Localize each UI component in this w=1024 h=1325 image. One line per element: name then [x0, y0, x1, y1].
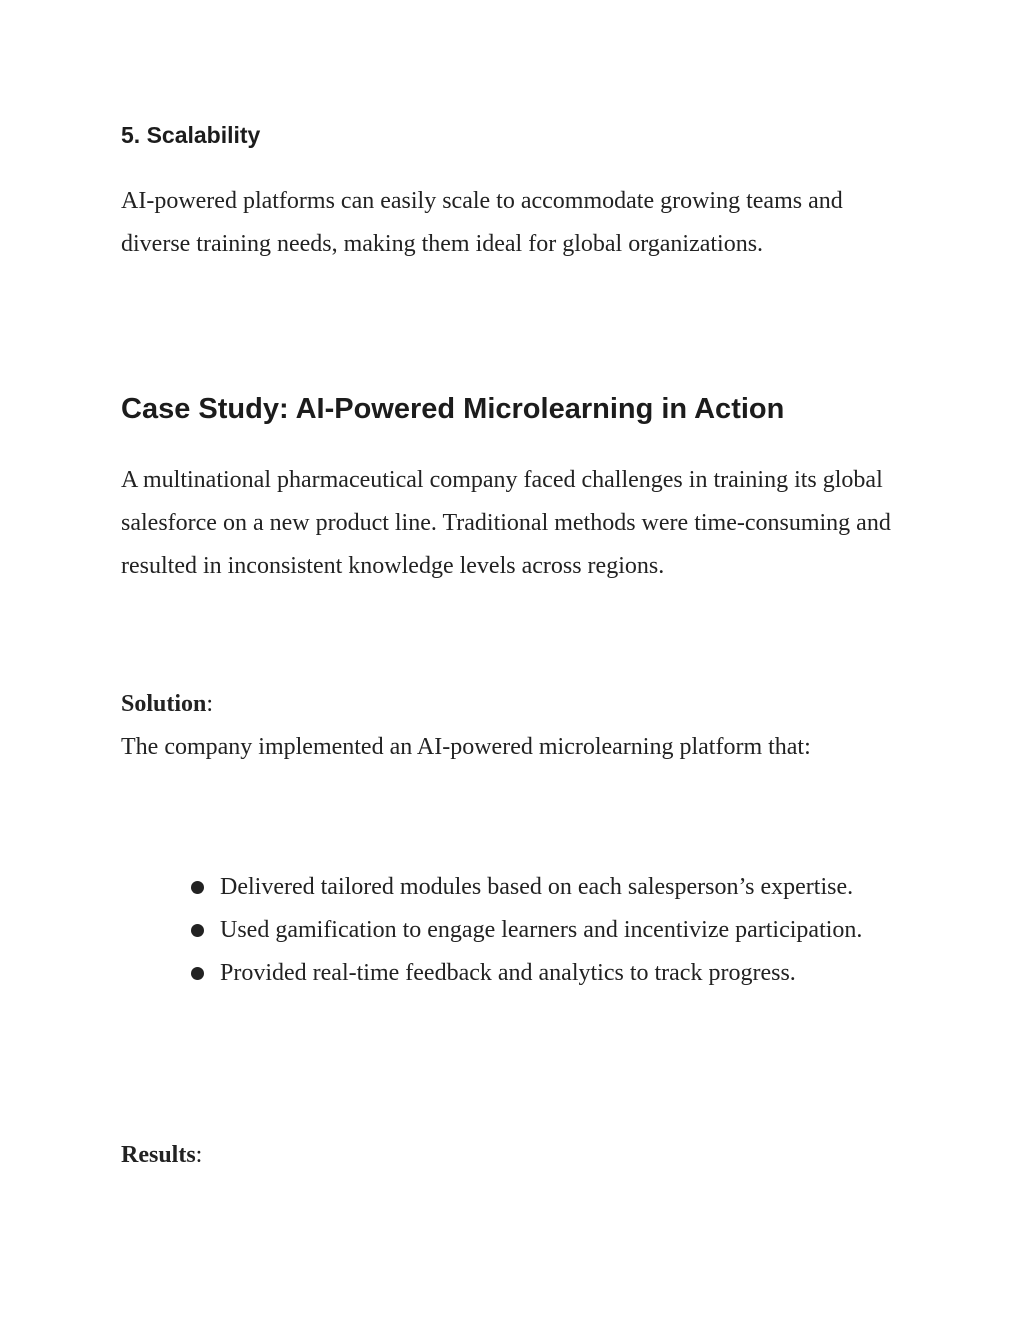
solution-text: The company implemented an AI-powered microlearning platform that: [121, 734, 811, 760]
case-study-title: Case Study: AI-Powered Microlearning in Action [121, 393, 785, 425]
list-item-text: Delivered tailored modules based on each salesperson’s expertise. [220, 874, 854, 900]
list-item [0, 952, 900, 995]
bullet-icon [191, 881, 204, 894]
list-item [0, 909, 900, 952]
scalability-paragraph: AI-powered platforms can easily scale to accommodate growing teams and diverse training needs, making them ideal for global organizations. [121, 188, 843, 257]
solution-bullet-list [0, 866, 1024, 995]
solution-colon: : [206, 691, 214, 717]
results-label: Results [121, 1142, 196, 1168]
list-item-text: Used gamification to engage learners and incentivize participation. [220, 917, 863, 943]
list-item [0, 866, 900, 909]
results-label-line [121, 1134, 202, 1177]
list-item-text: Provided real-time feedback and analytics to track progress. [220, 960, 796, 986]
section-heading: 5. Scalability [121, 122, 261, 148]
solution-label-line [121, 683, 213, 726]
bullet-icon [191, 967, 204, 980]
results-colon: : [195, 1142, 203, 1168]
bullet-icon [191, 924, 204, 937]
solution-label: Solution [121, 691, 207, 717]
case-study-intro: A multinational pharmaceutical company faced challenges in training its global salesforce on a new product line. Traditional methods were time-consuming and resulted in inconsistent knowledge levels across regions. [121, 467, 891, 579]
